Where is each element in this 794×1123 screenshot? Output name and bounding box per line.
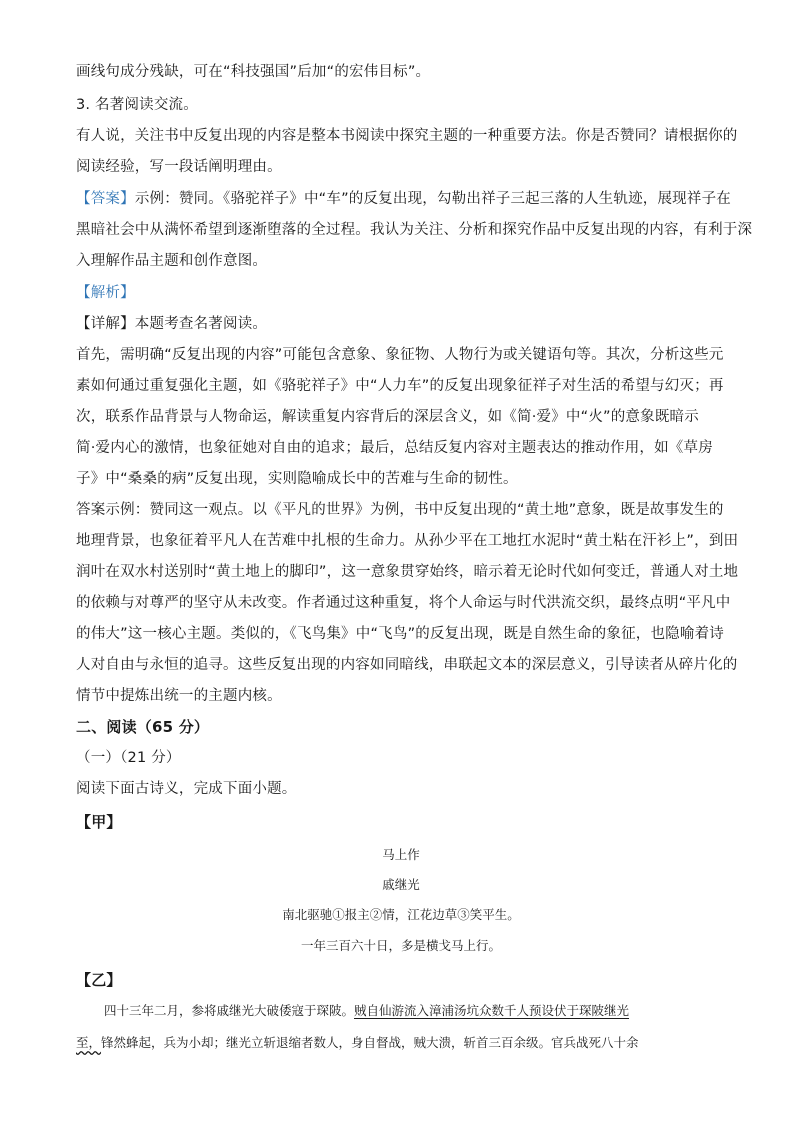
example-line5: 的伟大”这一核心主题。类似的，《飞鸟集》中“飞鸟”的反复出现，既是自然生命的象征，也隐喻着诗	[76, 626, 724, 642]
detail-line4: 简·爱内心的激情，也象征她对自由的追求；最后，总结反复内容对主题表达的推动作用，如《草房	[76, 440, 713, 456]
answer-line1	[76, 189, 731, 209]
answer-line2: 黑暗社会中从满怀希望到逐渐堕落的全过程。我认为关注、分析和探究作品中反复出现的内容，有利于深	[76, 222, 753, 238]
example-line6: 人对自由与永恒的追寻。这些反复出现的内容如同暗线，串联起文本的深层意义，引导读者从碎片化的	[76, 657, 738, 673]
reading-instruction: 阅读下面古诗义，完成下面小题。	[76, 781, 297, 797]
prose-line2-wavy: 至，	[76, 1035, 102, 1050]
detail-line5: 子》中“桑桑的病”反复出现，实则隐喻成长中的苦难与生命的韧性。	[76, 471, 518, 487]
answer-correction-text: 画线句成分残缺，可在“科技强国”后加“的宏伟目标”。	[76, 64, 431, 80]
section-heading: 二、阅读（65 分）	[76, 718, 210, 736]
example-line1: 答案示例：赞同这一观点。以《平凡的世界》为例，书中反复出现的“黄土地”意象，既是故事发生的	[76, 502, 724, 518]
question-3-prompt-line1: 有人说，关注书中反复出现的内容是整本书阅读中探究主题的一种重要方法。你是否赞同？请根据你的	[76, 128, 738, 144]
prose-line2-rest: 锋然蜂起，兵为小却；继光立斩退缩者数人，身自督战，贼大溃，斩首三百余级。官兵战死八十余	[101, 1035, 639, 1050]
answer-tag: 【答案】	[76, 191, 135, 207]
poem-author: 戚继光	[382, 877, 420, 892]
poem-line2: 一年三百六十日，多是横戈马上行。	[300, 938, 501, 953]
prose-line1	[104, 1002, 716, 1020]
question-3-prompt-line2: 阅读经验，写一段话阐明理由。	[76, 159, 282, 175]
poem-line1: 南北驱驰①报主②情，江花边草③笑平生。	[282, 907, 520, 922]
prose-line1-plain: 四十三年二月，参将戚继光大破倭寇于琛陂。	[104, 1003, 355, 1018]
poem-title: 马上作	[382, 847, 420, 862]
prose-line1-underlined: 贼自仙游流入漳浦汤坑众数千人预设伏于琛陂继光	[354, 1003, 630, 1018]
question-3-title: 3. 名著阅读交流。	[76, 97, 198, 113]
answer-line3: 入理解作品主题和创作意图。	[76, 253, 268, 269]
detail-heading: 【详解】本题考查名著阅读。	[76, 316, 268, 332]
analysis-tag: 【解析】	[76, 285, 135, 301]
example-line4: 的依赖与对尊严的坚守从未改变。作者通过这种重复，将个人命运与时代洪流交织，最终点明“平凡中	[76, 595, 731, 611]
subsection-heading: （一）（21 分）	[76, 750, 181, 766]
detail-line2: 素如何通过重复强化主题，如《骆驼祥子》中“人力车”的反复出现象征祥子对生活的希望与幻灭；再	[76, 378, 724, 394]
detail-line3: 次，联系作品背景与人物命运，解读重复内容背后的深层含义，如《简·爱》中“火”的意象既暗示	[76, 409, 699, 425]
example-line2: 地理背景，也象征着平凡人在苦难中扎根的生命力。从孙少平在工地扛水泥时“黄土粘在汗衫上”，到田	[76, 533, 739, 549]
passage-yi-label: 【乙】	[76, 971, 122, 989]
example-line7: 情节中提炼出统一的主题内核。	[76, 688, 282, 704]
detail-line1: 首先，需明确“反复出现的内容”可能包含意象、象征物、人物行为或关键语句等。其次，分析这些元	[76, 347, 724, 363]
answer-text: 示例：赞同。《骆驼祥子》中“车”的反复出现，勾勒出祥子三起三落的人生轨迹，展现祥子在	[134, 191, 731, 207]
passage-jia-label: 【甲】	[76, 813, 122, 831]
example-line3: 润叶在双水村送别时“黄土地上的脚印”，这一意象贯穿始终，暗示着无论时代如何变迁，普通人对土地	[76, 564, 739, 580]
prose-line2	[76, 1034, 716, 1052]
